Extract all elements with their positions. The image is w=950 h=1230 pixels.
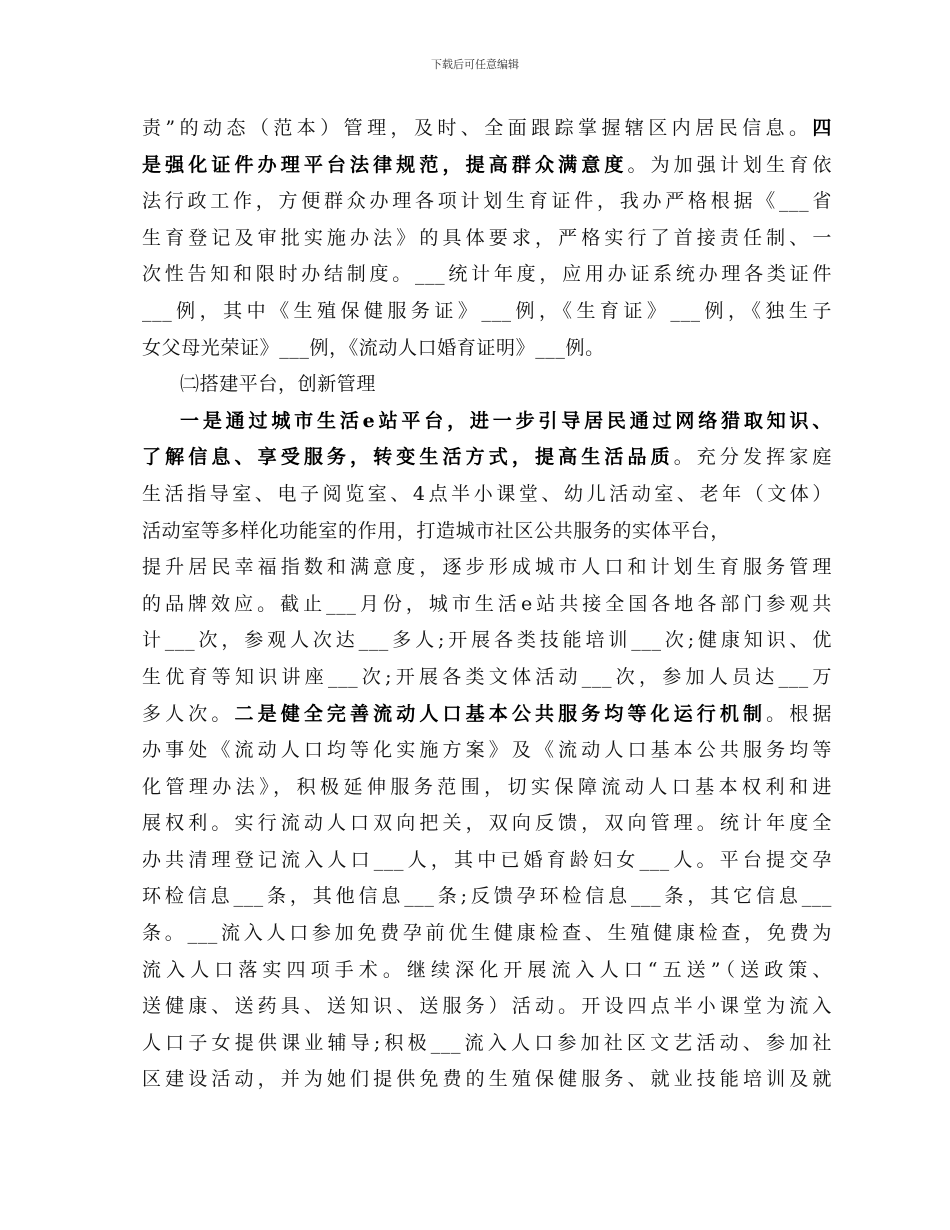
- text-line: [142, 549, 832, 586]
- text-segment: 生活指导室、电子阅览室、4点半小课堂、幼儿活动室、老年（文体）: [142, 482, 832, 505]
- text-segment: 提升居民幸福指数和满意度，逐步形成城市人口和计划生育服务管理: [142, 556, 832, 579]
- text-segment: 环检信息___条，其他信息___条;反馈孕环检信息___条，其它信息___: [142, 885, 832, 908]
- text-segment: 。充分发挥家庭: [673, 446, 832, 469]
- text-segment: 区建设活动，并为她们提供免费的生殖保健服务、就业技能培训及就: [142, 1068, 832, 1091]
- text-line: [142, 513, 832, 550]
- text-line: [142, 659, 832, 696]
- text-line: [142, 878, 832, 915]
- text-segment: 活动室等多样化功能室的作用，打造城市社区公共服务的实体平台，: [142, 519, 731, 542]
- text-line: [142, 183, 832, 220]
- bold-text-segment: 四: [812, 117, 832, 139]
- text-line: [142, 476, 832, 513]
- document-body: [142, 110, 832, 1098]
- text-line: [142, 403, 832, 440]
- text-line: [142, 1061, 832, 1098]
- text-line: [142, 147, 832, 184]
- text-line: [142, 988, 832, 1025]
- text-segment: 多人次。: [142, 702, 235, 725]
- text-segment: 次性告知和限时办结制度。___统计年度，应用办证系统办理各类证件: [142, 263, 832, 286]
- text-line: [142, 732, 832, 769]
- text-segment: 。根据: [766, 702, 832, 725]
- text-segment: ㈡搭建平台，创新管理: [180, 373, 377, 396]
- text-line: [142, 696, 832, 733]
- text-line: [142, 439, 832, 476]
- text-segment: 送健康、送药具、送知识、送服务）活动。开设四点半小课堂为流入: [142, 995, 832, 1018]
- text-segment: 展权利。实行流动人口双向把关，双向反馈，双向管理。统计年度全: [142, 812, 832, 835]
- text-line: [142, 915, 832, 952]
- text-line: [142, 842, 832, 879]
- text-segment: 生优育等知识讲座___次;开展各类文体活动___次，参加人员达___万: [142, 665, 832, 688]
- text-segment: 女父母光荣证》___例，《流动人口婚育证明》___例。: [142, 336, 605, 359]
- text-segment: 。为加强计划生育依: [627, 153, 832, 176]
- text-line: [142, 1025, 832, 1062]
- text-line: [142, 293, 832, 330]
- text-line: [142, 366, 832, 403]
- text-segment: 的品牌效应。截止___月份，城市生活e站共接全国各地各部门参观共: [142, 592, 832, 615]
- bold-text-segment: 一是通过城市生活e站平台，进一步引导居民通过网络猎取知识、: [180, 409, 832, 432]
- text-segment: 法行政工作，方便群众办理各项计划生育证件，我办严格根据《___省: [142, 190, 832, 213]
- text-segment: 生育登记及审批实施办法》的具体要求，严格实行了首接责任制、一: [142, 226, 832, 249]
- text-segment: 化管理办法》，积极延伸服务范围，切实保障流动人口基本权利和进: [142, 775, 832, 798]
- text-segment: ___例，其中《生殖保健服务证》___例，《生育证》___例，《独生子: [142, 299, 832, 322]
- text-line: [142, 256, 832, 293]
- text-segment: 责”的动态（范本）管理，及时、全面跟踪掌握辖区内居民信息。: [142, 117, 813, 139]
- text-line: [142, 769, 832, 806]
- bold-text-segment: 是强化证件办理平台法律规范，提高群众满意度: [142, 153, 628, 176]
- text-line: [142, 220, 832, 257]
- text-line: [142, 110, 832, 147]
- text-segment: 办共清理登记流入人口___人，其中已婚育龄妇女___人。平台提交孕: [142, 848, 832, 871]
- text-segment: 办事处《流动人口均等化实施方案》及《流动人口基本公共服务均等: [142, 739, 832, 762]
- text-line: [142, 952, 832, 989]
- text-segment: 人口子女提供课业辅导;积极___流入人口参加社区文艺活动、参加社: [142, 1031, 832, 1054]
- text-segment: 计___次，参观人次达___多人;开展各类技能培训___次;健康知识、优: [142, 629, 832, 652]
- bold-text-segment: 了解信息、享受服务，转变生活方式，提高生活品质: [142, 446, 674, 469]
- text-line: [142, 622, 832, 659]
- text-segment: 流入人口落实四项手术。继续深化开展流入人口“五送”（送政策、: [142, 958, 832, 981]
- text-line: [142, 586, 832, 623]
- text-line: [142, 805, 832, 842]
- text-segment: 条。___流入人口参加免费孕前优生健康检查、生殖健康检查，免费为: [142, 922, 832, 945]
- page-header: 下载后可任意编辑: [431, 58, 519, 71]
- text-line: [142, 330, 832, 367]
- bold-text-segment: 二是健全完善流动人口基本公共服务均等化运行机制: [234, 702, 767, 725]
